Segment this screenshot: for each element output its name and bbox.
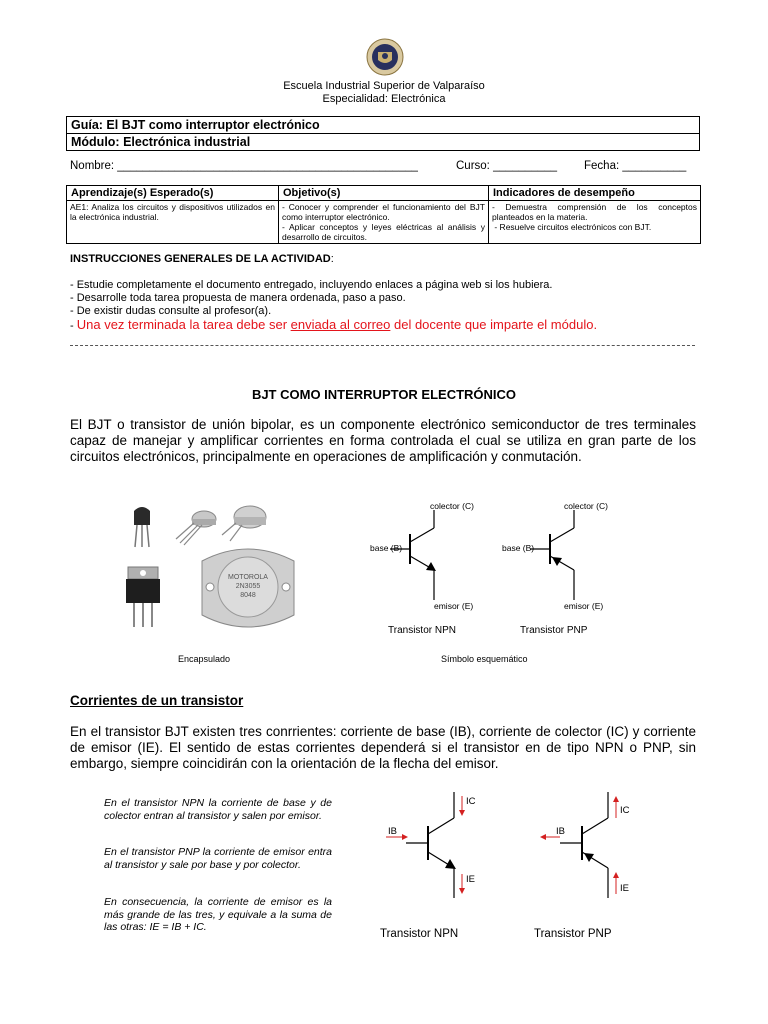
indicators-cell: [489, 201, 701, 244]
ib-arrow-icon: [540, 834, 546, 840]
npn-base-label: base (B): [370, 543, 403, 553]
specialty: Especialidad: Electrónica: [322, 93, 446, 105]
npn-collector-label: colector (C): [430, 501, 474, 511]
ic-arrow-icon: [459, 810, 465, 816]
objectives-table: [66, 185, 701, 244]
section-title: BJT COMO INTERRUPTOR ELECTRÓNICO: [251, 387, 517, 402]
objective-1: - Conocer y comprender el funcionamiento del BJT como interruptor electrónico.: [282, 202, 485, 222]
date-field: Fecha: __________: [584, 160, 687, 172]
pnp-collector-label: colector (C): [564, 501, 608, 511]
package-marking-1: MOTOROLA: [228, 574, 268, 581]
transistor-packages-image: [118, 497, 298, 637]
objective-2: - Aplicar conceptos y leyes eléctricas al análisis y desarrollo de circuitos.: [282, 222, 485, 242]
divider: [70, 345, 695, 346]
instructions-title: [70, 253, 334, 265]
header-objectives: Objetivo(s): [279, 186, 489, 201]
header-learning: Aprendizaje(s) Esperado(s): [67, 186, 279, 201]
note-npn: En el transistor NPN la corriente de base y de colector entran al transistor y salen por emisor.: [104, 797, 332, 822]
to3-package-icon: [202, 549, 294, 627]
pnp-symbol: [492, 498, 612, 638]
module-title: Módulo: Electrónica industrial: [67, 134, 700, 151]
package-marking-2: 2N3055: [235, 583, 261, 590]
header-indicators: Indicadores de desempeño: [489, 186, 701, 201]
instruction-item-red: [70, 318, 597, 333]
course-field: Curso: __________: [456, 160, 558, 172]
pnp-currents-name: Transistor PNP: [534, 928, 612, 940]
caption-packages: Encapsulado: [178, 654, 231, 664]
instruction-item: - Desarrolle toda tarea propuesta de manera ordenada, paso a paso.: [70, 292, 406, 304]
npn-emitter-label: emisor (E): [434, 601, 474, 611]
ie-arrow-icon: [613, 872, 619, 878]
guide-title-table: [66, 116, 700, 151]
red-text-1: Una vez terminada la tarea debe ser: [76, 317, 291, 332]
objectives-cell: [279, 201, 489, 244]
to18-package-icon: [176, 511, 216, 545]
pnp-name: Transistor PNP: [520, 625, 588, 636]
name-field: Nombre: _______________________________________________: [70, 160, 418, 172]
to92-package-icon: [134, 507, 150, 547]
npn-ie-label: IE: [466, 874, 475, 885]
npn-currents-name: Transistor NPN: [380, 928, 459, 940]
instruction-item: - De existir dudas consulte al profesor(a).: [70, 305, 272, 317]
bjt-intro-paragraph: El BJT o transistor de unión bipolar, es un componente electrónico semiconductor de tres terminales capaz de manejar y amplificar corrientes en forma controlada el cual se utiliza en gran parte de los circuitos electrónicos, principalmente en operaciones de amplificación y conmutación.: [70, 417, 696, 464]
ib-arrow-icon: [402, 834, 408, 840]
instructions-title-text: INSTRUCCIONES GENERALES DE LA ACTIVIDAD: [70, 253, 331, 265]
pnp-emitter-label: emisor (E): [564, 601, 604, 611]
pnp-ib-label: IB: [556, 826, 565, 837]
indicator-1: - Demuestra comprensión de los conceptos planteados en la materia.: [492, 202, 697, 222]
currents-paragraph: En el transistor BJT existen tres conrrientes: corriente de base (IB), corriente de colector (IC) y corriente de emisor (IE). El sentido de estas corrientes dependerá si el transistor en de tipo NPN o PNP, sin embargo, siempre coincidirán con la orientación de la flecha del emisor.: [70, 724, 696, 771]
pnp-ic-label: IC: [620, 805, 630, 816]
ie-arrow-icon: [459, 888, 465, 894]
pnp-currents-diagram: [530, 788, 660, 943]
pnp-base-label: base (B): [502, 543, 535, 553]
caption-symbols: Símbolo esquemático: [441, 654, 528, 664]
indicator-2: - Resuelve circuitos electrónicos con BJT.: [492, 222, 652, 232]
guide-title: Guía: El BJT como interruptor electrónico: [67, 117, 700, 134]
red-text-2: del docente que imparte el módulo.: [390, 317, 598, 332]
package-marking-3: 8048: [240, 592, 256, 599]
npn-name: Transistor NPN: [388, 625, 456, 636]
learning-cell: AE1: Analiza los circuitos y dispositivos utilizados en la electrónica industrial.: [67, 201, 279, 244]
npn-currents-diagram: [376, 788, 506, 943]
red-prefix: -: [70, 320, 77, 332]
to220-package-icon: [126, 567, 160, 627]
school-logo: [366, 38, 404, 76]
to39-package-icon: [222, 506, 266, 541]
email-link[interactable]: enviada al correo: [290, 317, 391, 332]
instruction-item: - Estudie completamente el documento entregado, incluyendo enlaces a página web si los hubiera.: [70, 279, 553, 291]
instructions-title-suffix: :: [330, 253, 334, 265]
pnp-ie-label: IE: [620, 883, 629, 894]
note-pnp: En el transistor PNP la corriente de emisor entra al transistor y sale por base y por colector.: [104, 846, 332, 871]
npn-ic-label: IC: [466, 796, 476, 807]
npn-ib-label: IB: [388, 826, 397, 837]
ic-arrow-icon: [613, 796, 619, 802]
npn-symbol: [360, 498, 480, 638]
note-conclusion: En consecuencia, la corriente de emisor es la más grande de las tres, y equivale a la suma de las otras: IE = IB + IC.: [104, 896, 332, 933]
currents-title: Corrientes de un transistor: [70, 693, 244, 708]
school-name: Escuela Industrial Superior de Valparaíso: [283, 80, 485, 92]
emitter-arrow-icon: [584, 853, 594, 862]
